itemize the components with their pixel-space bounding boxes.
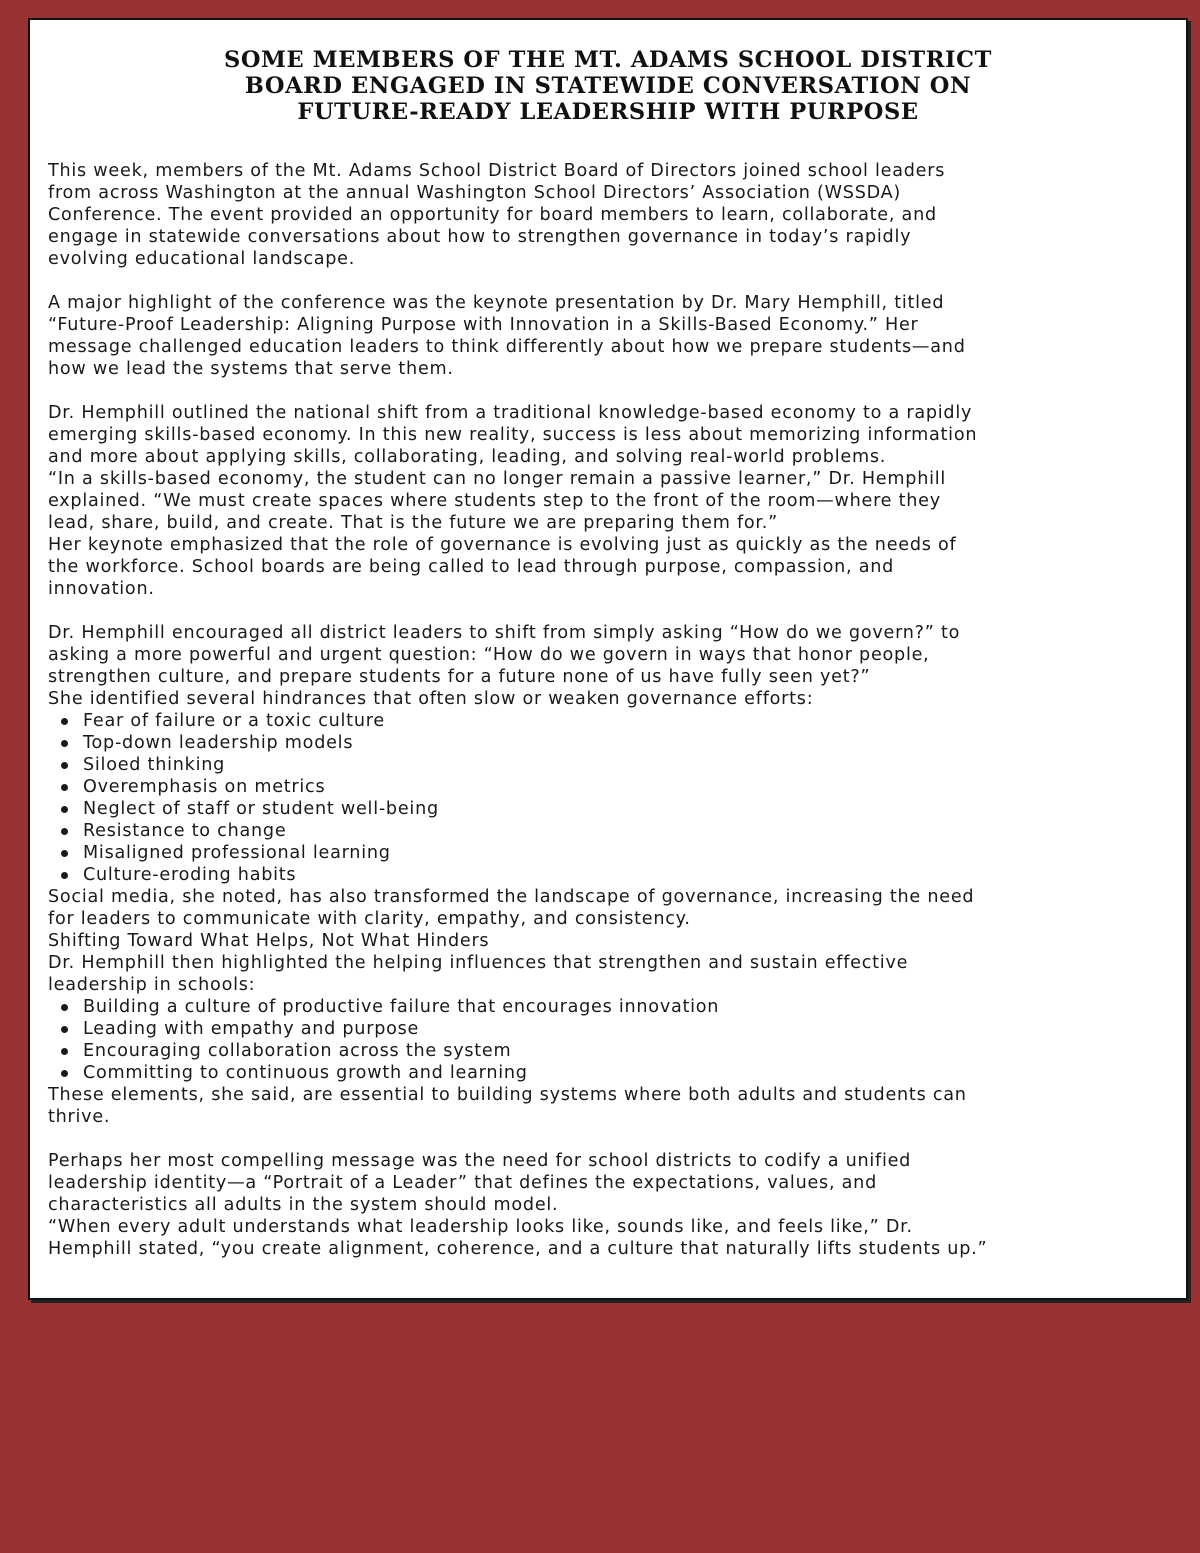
text-line: Conference. The event provided an opportunity for board members to learn, collaborate, and [48, 205, 937, 225]
text-line: “Future-Proof Leadership: Aligning Purpose with Innovation in a Skills-Based Economy.” Her [48, 315, 919, 335]
text-line: Dr. Hemphill then highlighted the helping influences that strengthen and sustain effective [48, 953, 909, 973]
text-line: evolving educational landscape. [48, 249, 356, 269]
hindrance-list-item: Misaligned professional learning [48, 842, 1173, 864]
text-line: from across Washington at the annual Washington School Directors’ Association (WSSDA) [48, 183, 902, 203]
text-line: Dr. Hemphill outlined the national shift from a traditional knowledge-based economy to a rapidly [48, 403, 973, 423]
subheading-line: Shifting Toward What Helps, Not What Hinders [48, 931, 490, 951]
text-line: how we lead the systems that serve them. [48, 359, 454, 379]
text-line: She identified several hindrances that often slow or weaken governance efforts: [48, 689, 814, 709]
hindrance-list-item: Siloed thinking [48, 754, 1173, 776]
text-line: This week, members of the Mt. Adams School District Board of Directors joined school leaders [48, 161, 946, 181]
text-line: Perhaps her most compelling message was the need for school districts to codify a unified [48, 1151, 912, 1171]
text-line: emerging skills-based economy. In this new reality, success is less about memorizing information [48, 425, 978, 445]
article-title [30, 47, 1186, 125]
hindrance-list-item: Neglect of staff or student well-being [48, 798, 1173, 820]
text-line: leadership identity—a “Portrait of a Leader” that defines the expectations, values, and [48, 1173, 877, 1193]
text-line: strengthen culture, and prepare students for a future none of us have fully seen yet?” [48, 667, 871, 687]
hindrance-list-item: Fear of failure or a toxic culture [48, 710, 1173, 732]
paragraph-gap [48, 380, 1173, 402]
text-line: Hemphill stated, “you create alignment, coherence, and a culture that naturally lifts students up.” [48, 1239, 988, 1259]
text-line: innovation. [48, 579, 155, 599]
hindrance-list-item: Top-down leadership models [48, 732, 1173, 754]
text-line: lead, share, build, and create. That is the future we are preparing them for.” [48, 513, 778, 533]
helping-influence-list-item: Leading with empathy and purpose [48, 1018, 1173, 1040]
article-body [48, 160, 1173, 1260]
text-line: engage in statewide conversations about how to strengthen governance in today’s rapidly [48, 227, 912, 247]
paragraph-gap [48, 270, 1173, 292]
hindrance-list-item: Culture-eroding habits [48, 864, 1173, 886]
title-line: FUTURE-READY LEADERSHIP WITH PURPOSE [297, 99, 919, 125]
text-line: asking a more powerful and urgent question: “How do we govern in ways that honor people, [48, 645, 930, 665]
text-line: “When every adult understands what leadership looks like, sounds like, and feels like,” Dr. [48, 1217, 913, 1237]
text-line: leadership in schools: [48, 975, 256, 995]
paragraph-gap [48, 600, 1173, 622]
text-line: A major highlight of the conference was the keynote presentation by Dr. Mary Hemphill, titled [48, 293, 945, 313]
paragraph-gap [48, 1128, 1173, 1150]
text-line: for leaders to communicate with clarity, empathy, and consistency. [48, 909, 691, 929]
text-line: “In a skills-based economy, the student can no longer remain a passive learner,” Dr. Hemphill [48, 469, 947, 489]
text-line: Dr. Hemphill encouraged all district leaders to shift from simply asking “How do we govern?” to [48, 623, 961, 643]
hindrance-list-item: Overemphasis on metrics [48, 776, 1173, 798]
text-line: explained. “We must create spaces where students step to the front of the room—where they [48, 491, 941, 511]
helping-influence-list-item: Committing to continuous growth and learning [48, 1062, 1173, 1084]
text-line: Her keynote emphasized that the role of governance is evolving just as quickly as the needs of [48, 535, 957, 555]
helping-influence-list-item: Building a culture of productive failure that encourages innovation [48, 996, 1173, 1018]
text-line: These elements, she said, are essential to building systems where both adults and students can [48, 1085, 967, 1105]
helping-influence-list-item: Encouraging collaboration across the system [48, 1040, 1173, 1062]
text-line: Social media, she noted, has also transformed the landscape of governance, increasing the need [48, 887, 975, 907]
text-line: thrive. [48, 1107, 111, 1127]
title-line: BOARD ENGAGED IN STATEWIDE CONVERSATION ON [244, 73, 972, 99]
title-line: SOME MEMBERS OF THE MT. ADAMS SCHOOL DISTRICT [223, 47, 993, 73]
text-line: the workforce. School boards are being called to lead through purpose, compassion, and [48, 557, 895, 577]
article-panel [28, 18, 1188, 1300]
hindrance-list-item: Resistance to change [48, 820, 1173, 842]
text-line: and more about applying skills, collaborating, leading, and solving real-world problems. [48, 447, 887, 467]
text-line: message challenged education leaders to think differently about how we prepare students—and [48, 337, 966, 357]
text-line: characteristics all adults in the system should model. [48, 1195, 559, 1215]
